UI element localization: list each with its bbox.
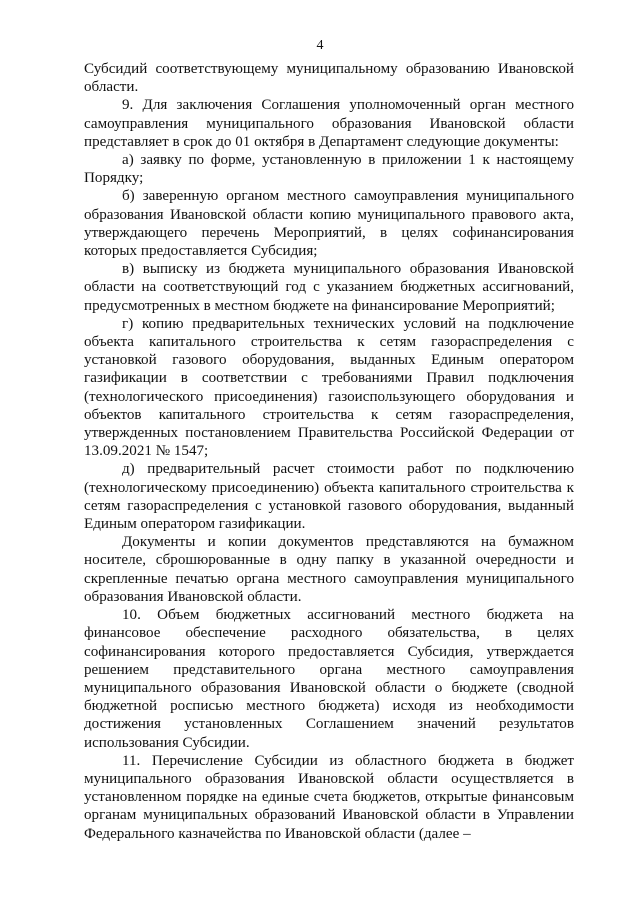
paragraph-documents: Документы и копии документов представляются на бумажном носителе, сброшюрованные в одну папку в указанной очередности и скрепленные печатью органа местного самоуправления муниципального образования Ивановской области. <box>84 534 574 605</box>
paragraph-subitem-a: а) заявку по форме, установленную в приложении 1 к настоящему Порядку; <box>84 152 574 187</box>
paragraph-subitem-v: в) выписку из бюджета муниципального образования Ивановской области на соответствующий год с указанием бюджетных ассигнований, предусмотренных в местном бюджете на финансирование Мероприятий; <box>84 261 574 314</box>
page-number: 4 <box>316 38 324 53</box>
paragraph-item-9: 9. Для заключения Соглашения уполномоченный орган местного самоуправления муниципального образования Ивановской области представляет в срок до 01 октября в Департамент следующие документы: <box>84 97 574 150</box>
paragraph-subitem-b: б) заверенную органом местного самоуправления муниципального образования Ивановской области копию муниципального правового акта, утверждающего перечень Мероприятий, в целях софинансирования которых предоставляется Субсидия; <box>84 188 574 260</box>
paragraph-item-11: 11. Перечисление Субсидии из областного бюджета в бюджет муниципального образования Ивановской области осуществляется в установленном порядке на единые счета бюджетов, открытые финансовым органам муниципальных образований Ивановской области в Управлении Федерального казначейства по Ивановской области (далее – <box>84 752 574 842</box>
paragraph-subitem-g: г) копию предварительных технических условий на подключение объекта капитального строительства к сетям газораспределения с установкой газового оборудования, выданных Единым оператором газификации в соответствии с требованиями Правил подключения (технологического присоединения) газоиспользующего оборудования и объектов капитального строительства к сетям газораспределения, утвержденных постановлением Правительства Российской Федерации от 13.09.2021 № 1547; <box>84 315 574 460</box>
paragraph-subitem-d: д) предварительный расчет стоимости работ по подключению (технологическому присоединению) объекта капитального строительства к сетям газораспределения с установкой газового оборудования, выданный Единым оператором газификации. <box>84 461 574 533</box>
paragraph-continuation: Субсидий соответствующему муниципальному образованию Ивановской области. <box>84 61 574 96</box>
paragraph-item-10: 10. Объем бюджетных ассигнований местного бюджета на финансовое обеспечение расходного обязательства, в целях софинансирования которого предоставляется Субсидия, утверждается решением представительного органа местного самоуправления муниципального образования Ивановской области о бюджете (сводной бюджетной росписью местного бюджета) исходя из необходимости достижения установленных Соглашением значений результатов использования Субсидии. <box>84 607 574 751</box>
document-body <box>84 60 574 843</box>
